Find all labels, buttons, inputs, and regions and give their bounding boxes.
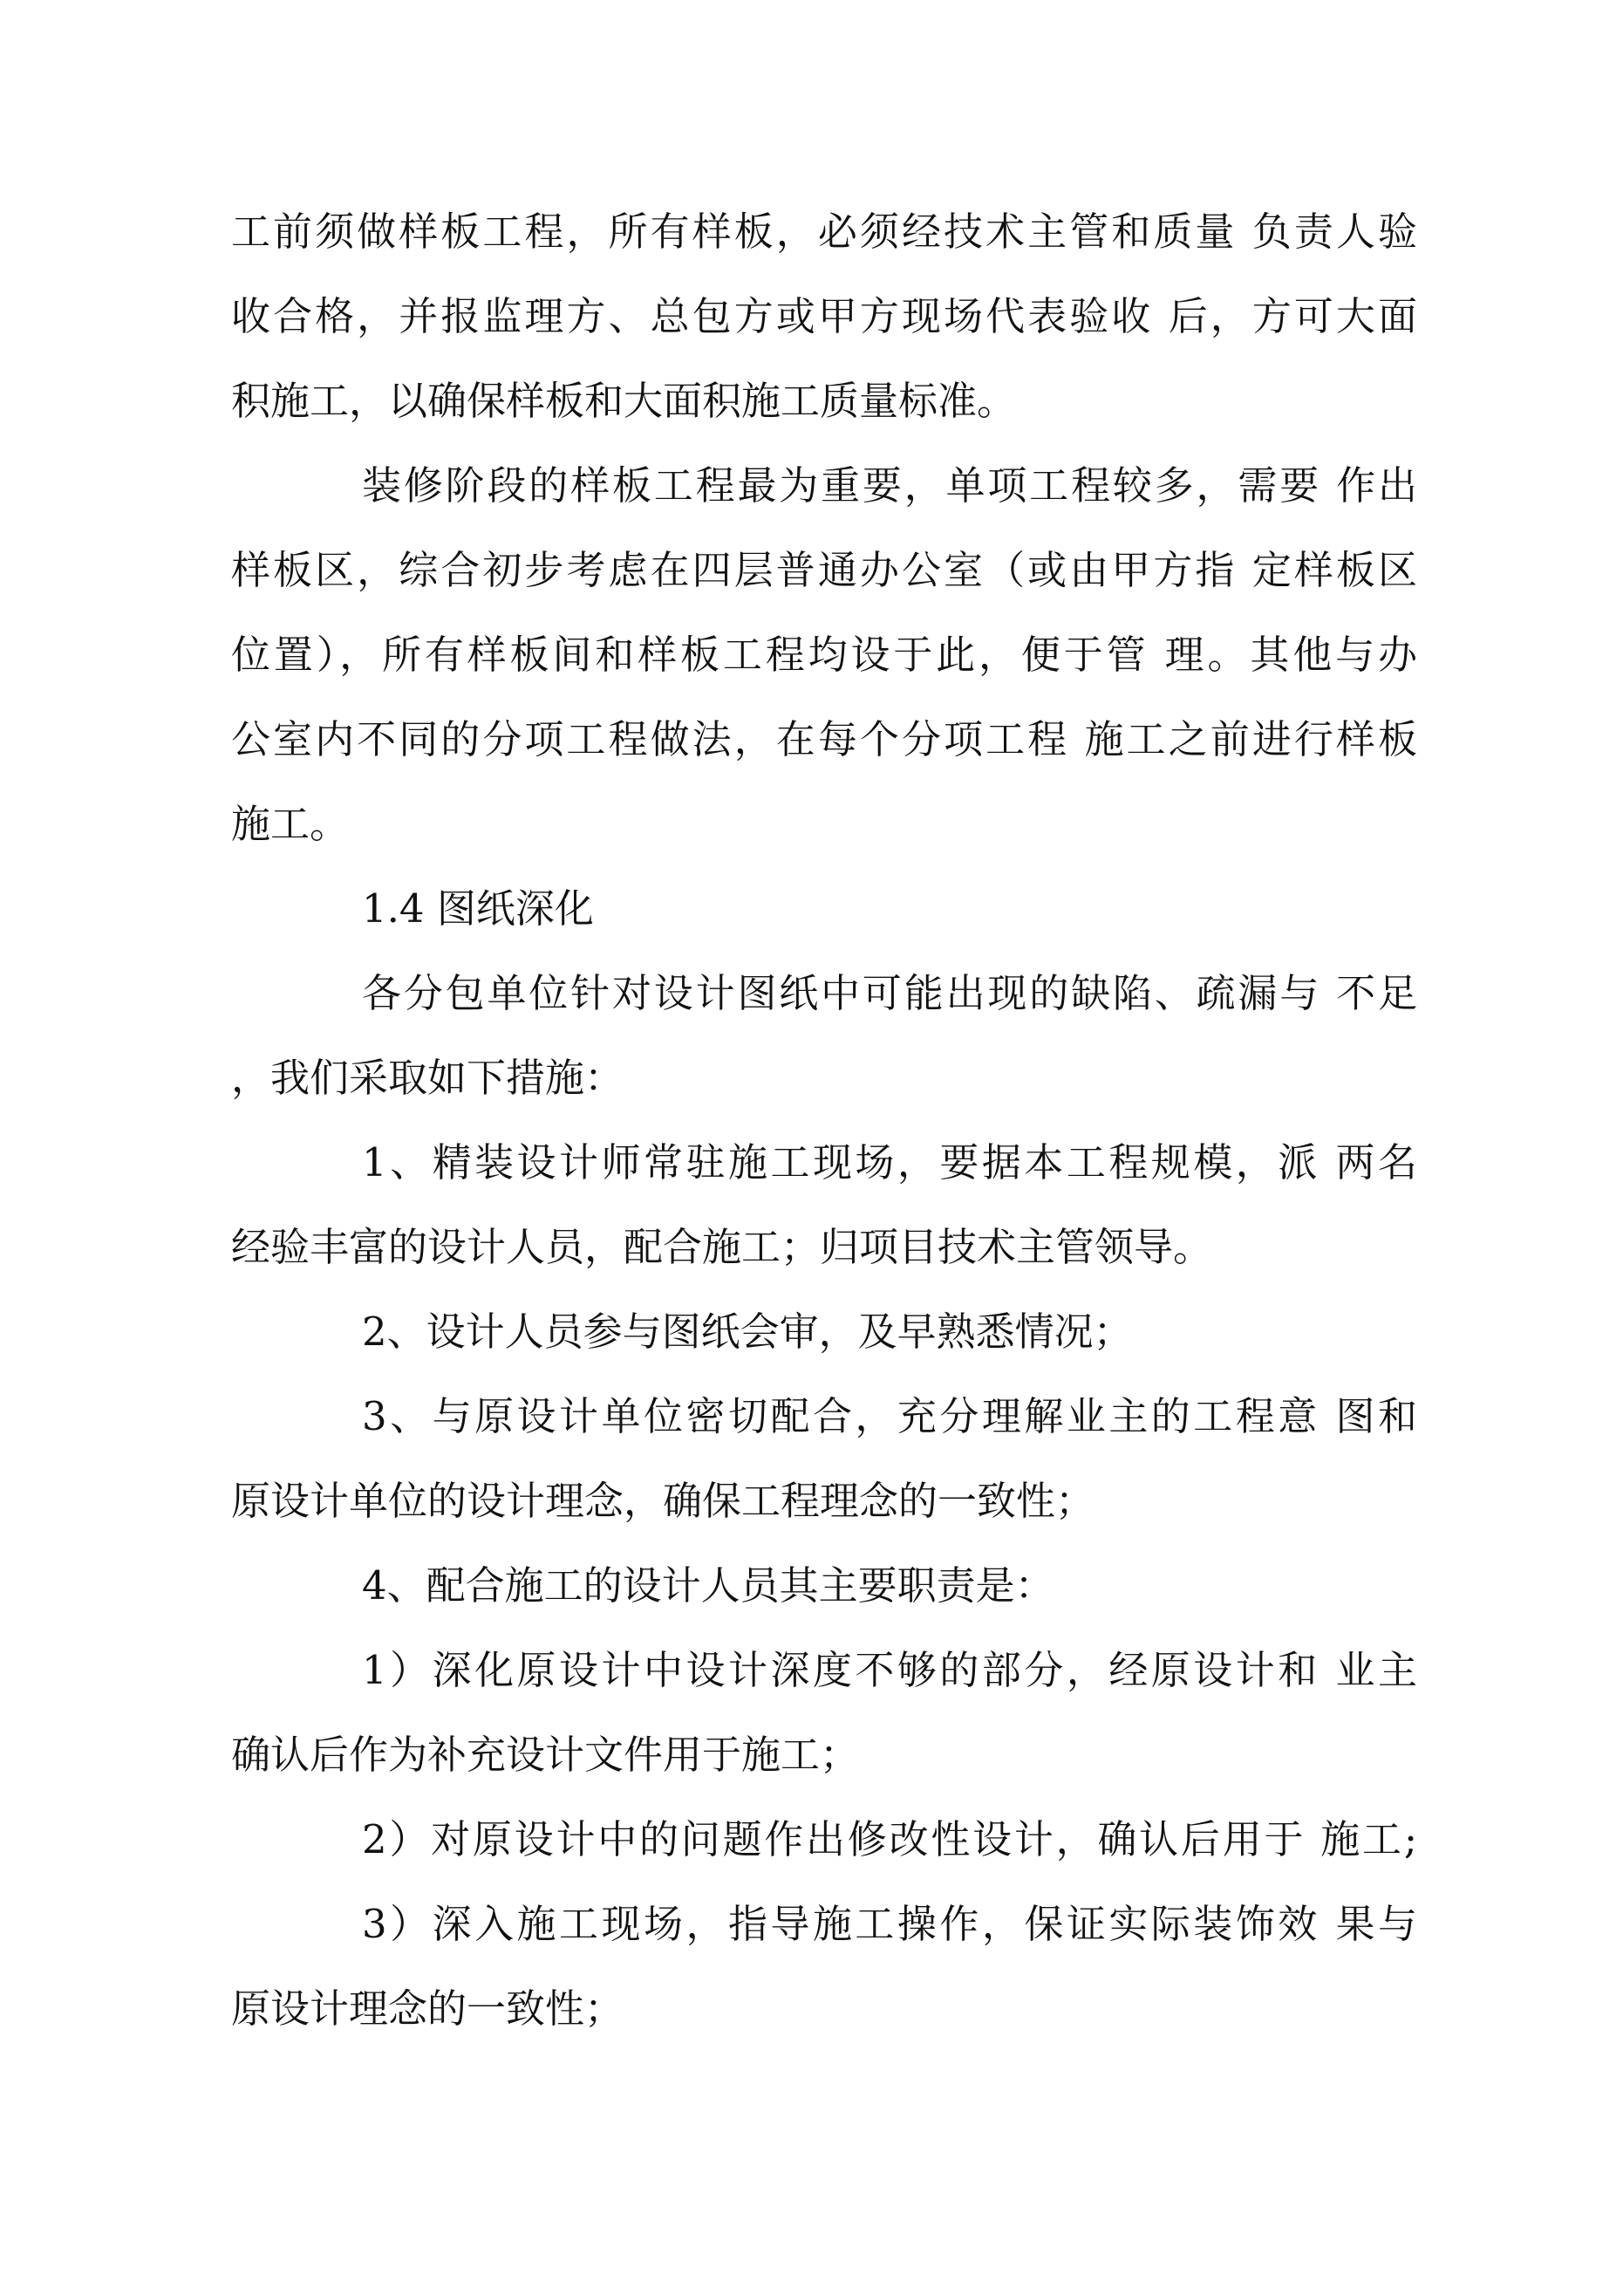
text-line: 原设计理念的一致性；	[231, 1985, 624, 2032]
text-line: 1、精装设计师常驻施工现场，要据本工程规模，派 两名	[362, 1139, 1417, 1186]
text-line: 位置），所有样板间和样板工程均设于此，便于管 理。其他与办	[231, 632, 1417, 678]
text-line: 3、与原设计单位密切配合，充分理解业主的工程意 图和	[362, 1393, 1417, 1439]
text-line: 4、配合施工的设计人员其主要职责是：	[362, 1562, 1054, 1609]
text-line: 装修阶段的样板工程最为重要，单项工程较多，需要 作出	[362, 462, 1417, 509]
text-line: 2）对原设计中的问题作出修改性设计，确认后用于 施工;	[362, 1816, 1417, 1862]
text-line: 确认后作为补充设计文件用于施工；	[231, 1732, 860, 1778]
text-line: 3）深入施工现场，指导施工操作，保证实际装饰效 果与	[362, 1901, 1417, 1947]
section-heading: 1.4 图纸深化	[362, 885, 594, 932]
text-line: 施工。	[231, 801, 350, 847]
text-line: 样板区，综合初步考虑在四层普通办公室（或由甲方指 定样板区	[231, 547, 1417, 593]
text-line: 收合格，并报监理方、总包方或甲方现场代表验收 后，方可大面	[231, 293, 1417, 339]
text-line: 积施工，以确保样板和大面积施工质量标准。	[231, 378, 1017, 424]
text-line: 2、设计人员参与图纸会审，及早熟悉情况；	[362, 1309, 1133, 1355]
text-line: ，我们采取如下措施：	[231, 1055, 624, 1101]
text-line: 公室内不同的分项工程做法，在每个分项工程 施工之前进行样板	[231, 716, 1417, 762]
text-line: 工前须做样板工程，所有样板，必须经技术主管和质量 负责人验	[231, 208, 1417, 255]
text-line: 原设计单位的设计理念，确保工程理念的一致性；	[231, 1478, 1095, 1524]
text-line: 各分包单位针对设计图纸中可能出现的缺陷、疏漏与 不足	[362, 970, 1417, 1016]
text-line: 经验丰富的设计人员，配合施工；归项目技术主管领导。	[231, 1224, 1213, 1270]
text-line: 1）深化原设计中设计深度不够的部分，经原设计和 业主	[362, 1647, 1417, 1693]
